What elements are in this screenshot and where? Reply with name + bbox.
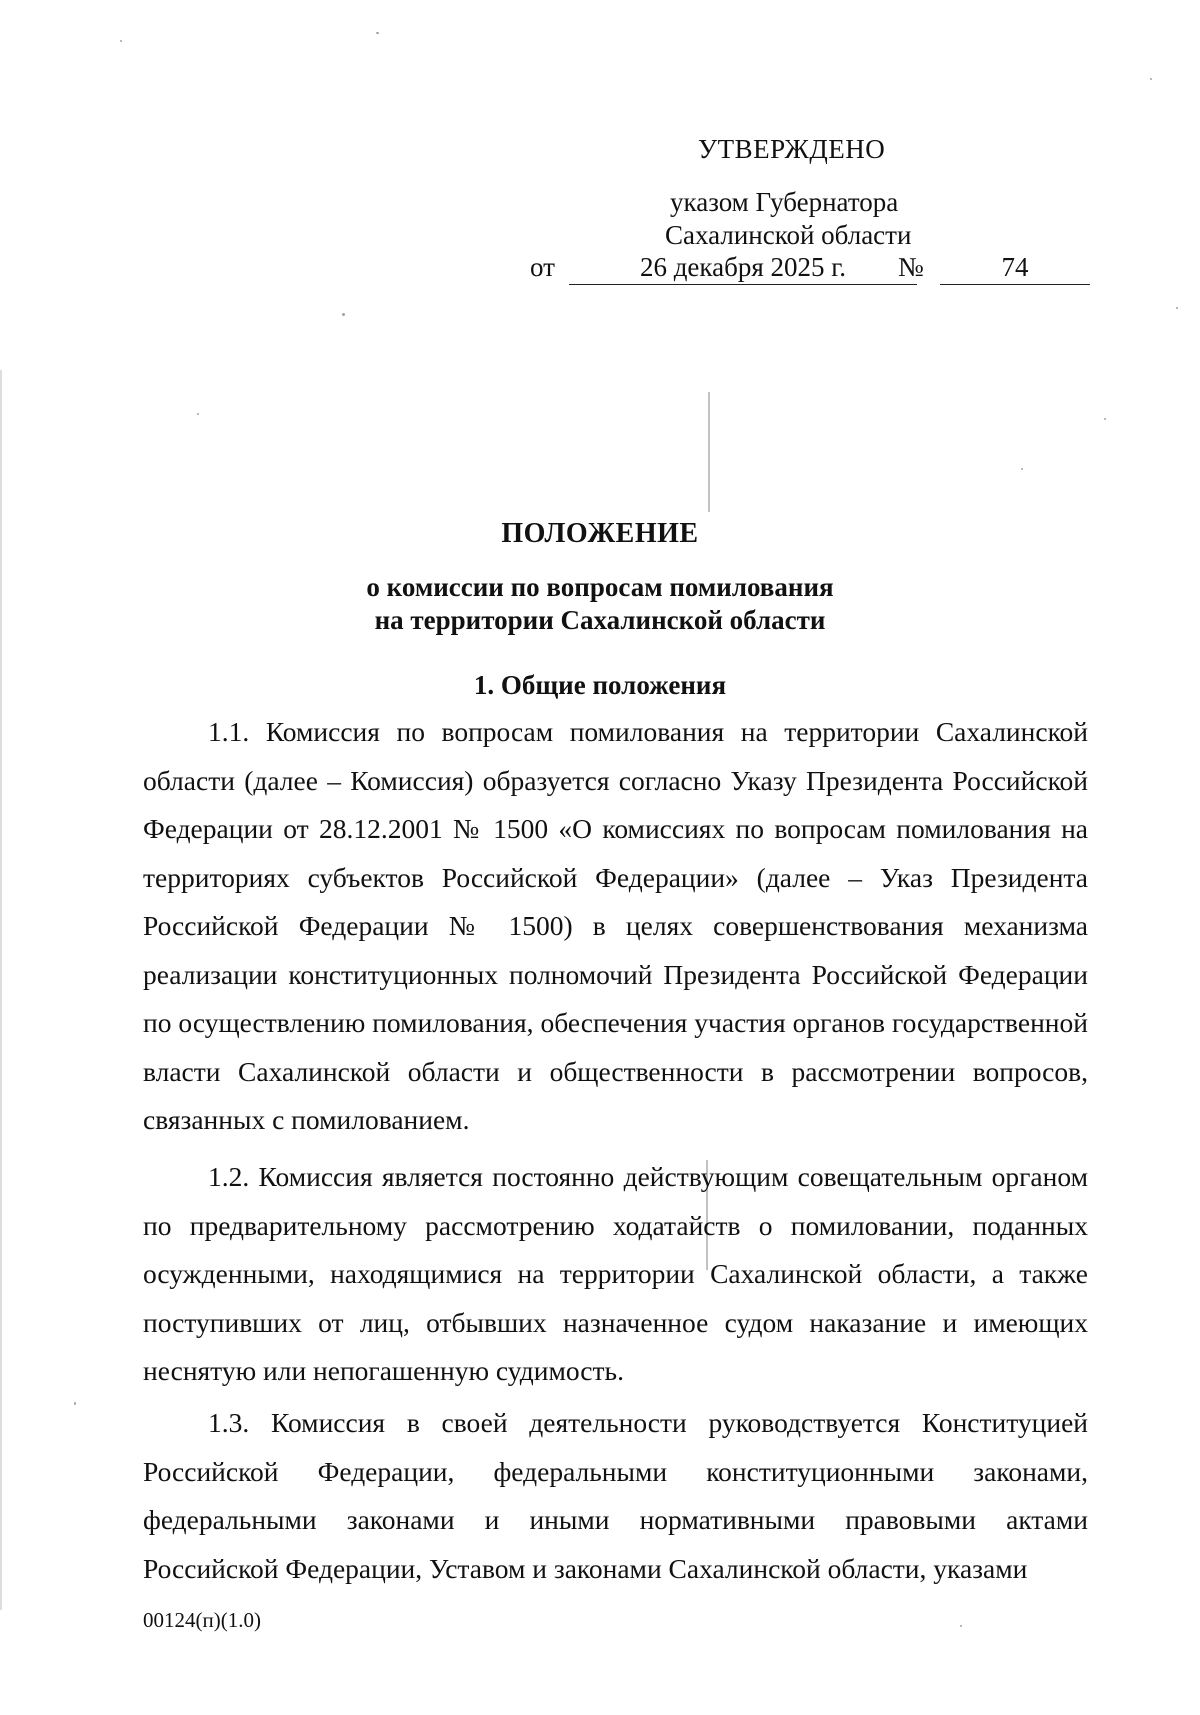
- paragraph-1-2: 1.2. Комиссия является постоянно действующим совещательным органом по предварительному рассмотрению ходатайств о помиловании, поданных осужденными, находящимися на территории Сахалинской области, а также поступивших от лиц, отбывших назначенное судом наказание и имеющих неснятую или непогашенную судимость.: [143, 1161, 1088, 1386]
- scan-speck: [74, 1402, 76, 1405]
- approval-issuer-line: указом Губернатора: [670, 187, 899, 217]
- scan-speck: [1176, 307, 1178, 309]
- subtitle-line-2: на территории Сахалинской области: [374, 605, 826, 635]
- approval-region-line: Сахалинской области: [665, 220, 912, 250]
- scan-speck: [1104, 418, 1106, 420]
- scan-artifact: [708, 392, 710, 512]
- scan-speck: [342, 313, 345, 316]
- scan-speck: [1150, 78, 1152, 80]
- scan-speck: [960, 1625, 962, 1627]
- scan-speck: [197, 413, 199, 415]
- scan-speck: [376, 32, 379, 34]
- number-sign: №: [898, 252, 924, 282]
- scan-speck: [1021, 468, 1023, 470]
- approval-date: 26 декабря 2025 г.: [569, 252, 917, 285]
- section-heading: 1. Общие положения: [473, 670, 727, 700]
- document-code: 00124(п)(1.0): [143, 1608, 261, 1632]
- scan-artifact: [0, 370, 2, 1610]
- document-title: ПОЛОЖЕНИЕ: [501, 518, 699, 549]
- approval-date-row: [530, 252, 1090, 288]
- scan-speck: [120, 40, 122, 42]
- from-label: от: [530, 252, 555, 282]
- paragraph-1-1: 1.1. Комиссия по вопросам помилования на территории Сахалинской области (далее – Комиссия) образуется согласно Указу Президента Российской Федерации от 28.12.2001 № 1500 «О комиссиях по вопросам помилования на территориях субъектов Российской Федерации» (далее – Указ Президента Российской Федерации № 1500) в целях совершенствования механизма реализации конституционных полномочий Президента Российской Федерации по осуществлению помилования, обеспечения участия органов государственной власти Сахалинской области и общественности в рассмотрении вопросов, связанных с помилованием.: [143, 716, 1088, 1135]
- document-subtitle: [0, 571, 1200, 637]
- paragraph-1-3: 1.3. Комиссия в своей деятельности руководствуется Конституцией Российской Федерации, федеральными конституционными законами, федеральными законами и иными нормативными правовыми актами Российской Федерации, Уставом и законами Сахалинской области, указами: [143, 1407, 1088, 1584]
- subtitle-line-1: о комиссии по вопросам помилования: [366, 572, 834, 602]
- approval-number: 74: [940, 252, 1090, 285]
- approval-title: УТВЕРЖДЕНО: [698, 134, 886, 164]
